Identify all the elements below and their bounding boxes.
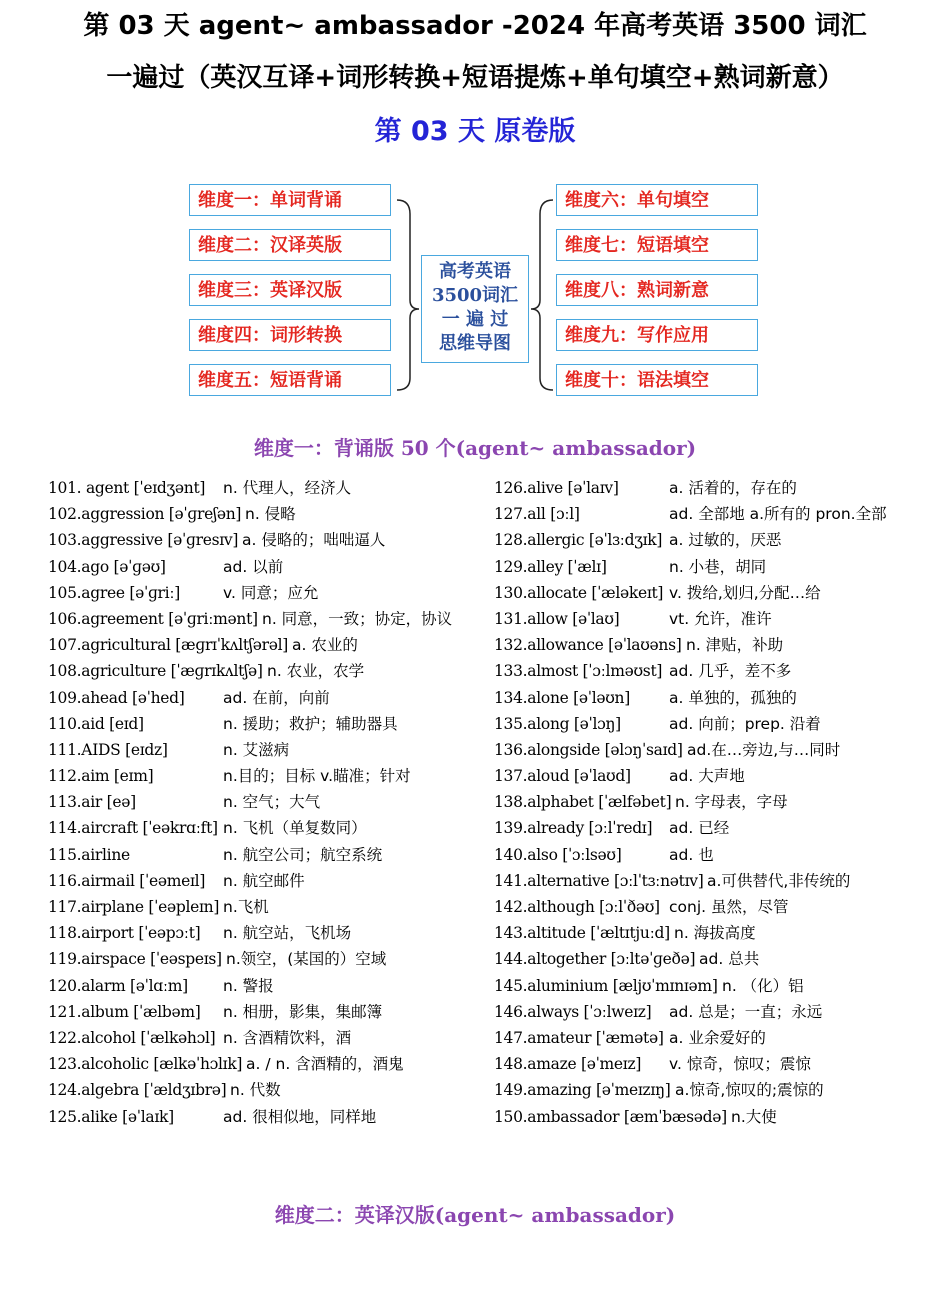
vocab-definition: n. 警报 xyxy=(223,976,274,995)
vocab-word: 124.algebra [ˈældʒɪbrə] xyxy=(48,1081,227,1100)
vocab-word: 126.alive [əˈlaɪv] xyxy=(494,479,619,497)
mindmap-center-line: 高考英语 xyxy=(439,261,511,282)
vocab-word: 108.agriculture [ˈæɡrɪkʌltʃə] xyxy=(48,662,263,681)
mindmap-dimension-3: 维度三：英译汉版 xyxy=(189,274,391,306)
vocab-entry xyxy=(48,920,468,946)
vocab-definition: ad. 以前 xyxy=(223,557,284,576)
vocab-definition: ad. 很相似地，同样地 xyxy=(223,1107,377,1126)
vocab-entry xyxy=(48,1025,468,1051)
mindmap-center xyxy=(421,255,529,363)
vocab-definition: a. 过敏的，厌恶 xyxy=(669,531,782,550)
vocab-word: 123.alcoholic [ælkəˈhɔlɪk] xyxy=(48,1055,243,1074)
vocab-word: 107.agricultural [æɡrɪˈkʌltʃərəl] xyxy=(48,636,288,655)
vocab-entry xyxy=(494,946,914,972)
vocab-definition: n. 相册，影集，集邮簿 xyxy=(223,1002,383,1021)
vocab-word: 132.allowance [əˈlaʊəns] xyxy=(494,636,682,655)
vocab-definition: a. 活着的，存在的 xyxy=(669,479,797,497)
vocab-entry xyxy=(494,999,914,1025)
vocab-definition: n.大使 xyxy=(731,1107,777,1126)
mindmap-dimension-10: 维度十：语法填空 xyxy=(556,364,758,396)
vocab-entry xyxy=(494,1077,914,1103)
vocab-definition: n.飞机 xyxy=(223,898,269,916)
vocab-entry xyxy=(494,1025,914,1051)
mindmap-dimension-4: 维度四：词形转换 xyxy=(189,319,391,351)
vocab-definition: n. 小巷，胡同 xyxy=(669,557,767,576)
vocab-definition: a.惊奇,惊叹的;震惊的 xyxy=(675,1081,824,1100)
vocab-word: 149.amazing [əˈmeɪzɪŋ] xyxy=(494,1081,671,1100)
vocab-word: 105.agree [əˈɡriː] xyxy=(48,583,180,602)
vocab-word: 133.almost [ˈɔːlməʊst] xyxy=(494,662,663,681)
vocab-definition: ad. 也 xyxy=(669,845,714,864)
left-bracket xyxy=(397,200,419,390)
vocab-column-right xyxy=(494,475,914,1130)
vocab-word: 138.alphabet [ˈælfəbet] xyxy=(494,793,672,812)
vocab-entry xyxy=(48,554,468,580)
vocab-entry xyxy=(48,1104,468,1130)
vocab-entry xyxy=(494,580,914,606)
mindmap-center-line: 一 遍 过 xyxy=(441,309,509,330)
vocab-entry xyxy=(48,842,468,868)
vocab-word: 112.aim [eɪm] xyxy=(48,767,154,786)
vocab-word: 142.although [ɔːlˈðəʊ] xyxy=(494,898,660,916)
vocab-entry xyxy=(48,894,468,920)
vocab-word: 115.airline xyxy=(48,845,130,864)
vocab-word: 118.airport [ˈeəpɔːt] xyxy=(48,924,201,943)
vocab-entry xyxy=(48,1077,468,1103)
vocab-definition: n. 津贴，补助 xyxy=(686,636,784,655)
mindmap-dimension-8: 维度八：熟词新意 xyxy=(556,274,758,306)
vocab-definition: v. 惊奇，惊叹；震惊 xyxy=(669,1055,811,1074)
vocab-entry xyxy=(48,1051,468,1077)
vocab-entry xyxy=(494,632,914,658)
vocab-word: 135.along [əˈlɔŋ] xyxy=(494,714,621,733)
vocab-entry xyxy=(494,920,914,946)
vocab-entry xyxy=(48,606,468,632)
vocab-entry xyxy=(48,868,468,894)
vocab-entry xyxy=(494,554,914,580)
vocab-word: 106.agreement [əˈɡriːmənt] xyxy=(48,609,258,628)
vocab-word: 120.alarm [əˈlɑːm] xyxy=(48,976,188,995)
vocab-entry xyxy=(494,1051,914,1077)
vocab-definition: n. 艾滋病 xyxy=(223,740,290,759)
vocab-word: 117.airplane [ˈeəpleɪn] xyxy=(48,898,220,916)
vocab-definition: v. 拨给,划归,分配…给 xyxy=(669,583,821,602)
vocab-definition: vt. 允许，准许 xyxy=(669,609,772,628)
vocab-entry xyxy=(494,606,914,632)
vocab-column-left xyxy=(48,475,468,1130)
vocab-word: 128.allergic [əˈlɜːdʒɪk] xyxy=(494,531,663,550)
vocab-definition: ad. 已经 xyxy=(669,819,730,838)
vocab-definition: n. 字母表，字母 xyxy=(675,793,788,812)
vocab-entry xyxy=(494,763,914,789)
vocab-word: 136.alongside [əlɔŋˈsaɪd] xyxy=(494,740,683,759)
vocab-definition: a. / n. 含酒精的，酒鬼 xyxy=(246,1055,404,1074)
vocab-entry xyxy=(48,737,468,763)
vocab-word: 121.album [ˈælbəm] xyxy=(48,1002,201,1021)
vocab-entry xyxy=(494,658,914,684)
vocab-word: 101. agent [ˈeɪdʒənt] xyxy=(48,479,206,497)
document-subtitle: 第 03 天 原卷版 xyxy=(374,116,576,147)
vocab-word: 147.amateur [ˈæmətə] xyxy=(494,1028,664,1047)
vocab-entry xyxy=(494,711,914,737)
vocab-word: 109.ahead [əˈhed] xyxy=(48,688,185,707)
vocab-entry xyxy=(48,685,468,711)
vocab-definition: n. 航空公司；航空系统 xyxy=(223,845,383,864)
vocab-entry xyxy=(494,815,914,841)
vocab-word: 150.ambassador [æmˈbæsədə] xyxy=(494,1107,727,1126)
vocab-entry xyxy=(48,789,468,815)
vocab-entry xyxy=(48,658,468,684)
vocab-definition: n. （化）铝 xyxy=(722,976,804,995)
vocab-entry xyxy=(494,737,914,763)
vocab-word: 116.airmail [ˈeəmeɪl] xyxy=(48,871,206,890)
vocab-entry xyxy=(494,842,914,868)
vocab-entry xyxy=(494,868,914,894)
vocab-definition: n.目的；目标 v.瞄准；针对 xyxy=(223,767,411,786)
vocab-word: 134.alone [əˈləʊn] xyxy=(494,688,630,707)
vocab-definition: ad. 几乎，差不多 xyxy=(669,662,792,681)
vocab-definition: ad. 在前，向前 xyxy=(223,688,330,707)
vocab-definition: ad. 全部地 a.所有的 pron.全部 xyxy=(669,505,887,524)
vocab-definition: a.可供替代,非传统的 xyxy=(707,871,851,890)
vocab-word: 148.amaze [əˈmeɪz] xyxy=(494,1055,642,1074)
mindmap-dimension-2: 维度二：汉译英版 xyxy=(189,229,391,261)
mindmap-dimension-9: 维度九：写作应用 xyxy=(556,319,758,351)
right-bracket xyxy=(531,200,553,390)
vocab-definition: n. 海拔高度 xyxy=(674,924,756,943)
vocab-definition: ad. 总共 xyxy=(699,950,760,969)
mindmap-center-line: 3500词汇 xyxy=(431,285,519,306)
vocab-definition: n. 代数 xyxy=(230,1081,281,1100)
vocab-definition: n.领空，(某国的）空域 xyxy=(226,950,387,969)
vocab-word: 110.aid [eɪd] xyxy=(48,714,144,733)
vocab-entry xyxy=(494,973,914,999)
document-title-line1: 第 03 天 agent~ ambassador -2024 年高考英语 3500 词汇 xyxy=(83,11,867,41)
vocab-definition: conj. 虽然，尽管 xyxy=(669,898,789,916)
vocab-entry xyxy=(494,475,914,501)
vocab-word: 111.AIDS [eɪdz] xyxy=(48,740,168,759)
mindmap-dimension-1: 维度一：单词背诵 xyxy=(189,184,391,216)
vocab-word: 145.aluminium [æljʊˈmɪnɪəm] xyxy=(494,976,718,995)
vocab-entry xyxy=(494,789,914,815)
vocab-word: 131.allow [əˈlaʊ] xyxy=(494,609,620,628)
vocab-entry xyxy=(48,632,468,658)
vocab-definition: n. 航空站，飞机场 xyxy=(223,924,352,943)
vocab-word: 102.aggression [əˈɡreʃən] xyxy=(48,505,242,524)
vocab-entry xyxy=(48,501,468,527)
document-title-line2: 一遍过（英汉互译+词形转换+短语提炼+单句填空+熟词新意） xyxy=(106,63,844,93)
vocab-definition: a. 业余爱好的 xyxy=(669,1028,766,1047)
section-title-recitation: 维度一：背诵版 50 个(agent~ ambassador) xyxy=(253,436,697,460)
vocab-entry xyxy=(494,527,914,553)
vocab-word: 140.also [ˈɔːlsəʊ] xyxy=(494,845,622,864)
vocab-word: 104.ago [əˈɡəʊ] xyxy=(48,557,166,576)
vocab-definition: ad. 向前；prep. 沿着 xyxy=(669,714,821,733)
vocab-definition: n. 代理人，经济人 xyxy=(223,479,352,497)
vocab-word: 122.alcohol [ˈælkəhɔl] xyxy=(48,1028,216,1047)
mindmap-center-line: 思维导图 xyxy=(439,333,511,354)
vocab-word: 125.alike [əˈlaɪk] xyxy=(48,1107,174,1126)
vocab-definition: n. 空气；大气 xyxy=(223,793,321,812)
vocab-word: 141.alternative [ɔːlˈtɜːnətɪv] xyxy=(494,871,704,890)
vocab-word: 143.altitude [ˈæltɪtjuːd] xyxy=(494,924,670,943)
vocab-entry xyxy=(48,580,468,606)
vocab-entry xyxy=(48,815,468,841)
vocab-word: 113.air [eə] xyxy=(48,793,136,812)
vocab-entry xyxy=(494,894,914,920)
vocab-definition: n. 航空邮件 xyxy=(223,871,305,890)
vocab-entry xyxy=(48,973,468,999)
vocab-definition: a. 单独的，孤独的 xyxy=(669,688,797,707)
mindmap-dimension-7: 维度七：短语填空 xyxy=(556,229,758,261)
mindmap-dimension-5: 维度五：短语背诵 xyxy=(189,364,391,396)
vocab-entry xyxy=(48,711,468,737)
vocab-entry xyxy=(494,685,914,711)
vocab-word: 146.always [ˈɔːlweɪz] xyxy=(494,1002,652,1021)
vocab-definition: n. 援助；救护；辅助器具 xyxy=(223,714,398,733)
vocab-entry xyxy=(494,1104,914,1130)
mindmap-dimension-6: 维度六：单句填空 xyxy=(556,184,758,216)
vocab-word: 129.alley [ˈælɪ] xyxy=(494,557,607,576)
section-title-en-to-cn: 维度二：英译汉版(agent~ ambassador) xyxy=(274,1203,676,1227)
vocab-word: 119.airspace [ˈeəspeɪs] xyxy=(48,950,222,969)
vocab-entry xyxy=(48,475,468,501)
vocab-definition: ad.在…旁边,与…同时 xyxy=(687,740,841,759)
vocab-entry xyxy=(48,763,468,789)
vocab-word: 137.aloud [əˈlaʊd] xyxy=(494,767,631,786)
vocab-definition: n. 含酒精饮料，酒 xyxy=(223,1028,352,1047)
vocab-word: 103.aggressive [əˈɡresɪv] xyxy=(48,531,239,550)
vocab-definition: n. 农业，农学 xyxy=(267,662,365,681)
vocab-definition: n. 同意，一致；协定，协议 xyxy=(262,609,453,628)
vocab-entry xyxy=(48,527,468,553)
vocab-word: 139.already [ɔːlˈredɪ] xyxy=(494,819,653,838)
vocab-entry xyxy=(48,999,468,1025)
vocab-definition: n. 飞机（单复数同） xyxy=(223,819,367,838)
vocab-definition: ad. 大声地 xyxy=(669,767,745,786)
vocab-word: 130.allocate [ˈæləkeɪt] xyxy=(494,583,664,602)
vocab-definition: a. 农业的 xyxy=(292,636,358,655)
vocab-entry xyxy=(494,501,914,527)
vocab-definition: n. 侵略 xyxy=(245,505,296,524)
vocab-word: 114.aircraft [ˈeəkrɑːft] xyxy=(48,819,218,838)
vocab-entry xyxy=(48,946,468,972)
vocab-word: 144.altogether [ɔːltəˈɡeðə] xyxy=(494,950,696,969)
vocab-definition: a. 侵略的；咄咄逼人 xyxy=(242,531,386,550)
vocab-definition: ad. 总是；一直；永远 xyxy=(669,1002,823,1021)
vocab-definition: v. 同意；应允 xyxy=(223,583,319,602)
vocab-word: 127.all [ɔːl] xyxy=(494,505,580,524)
